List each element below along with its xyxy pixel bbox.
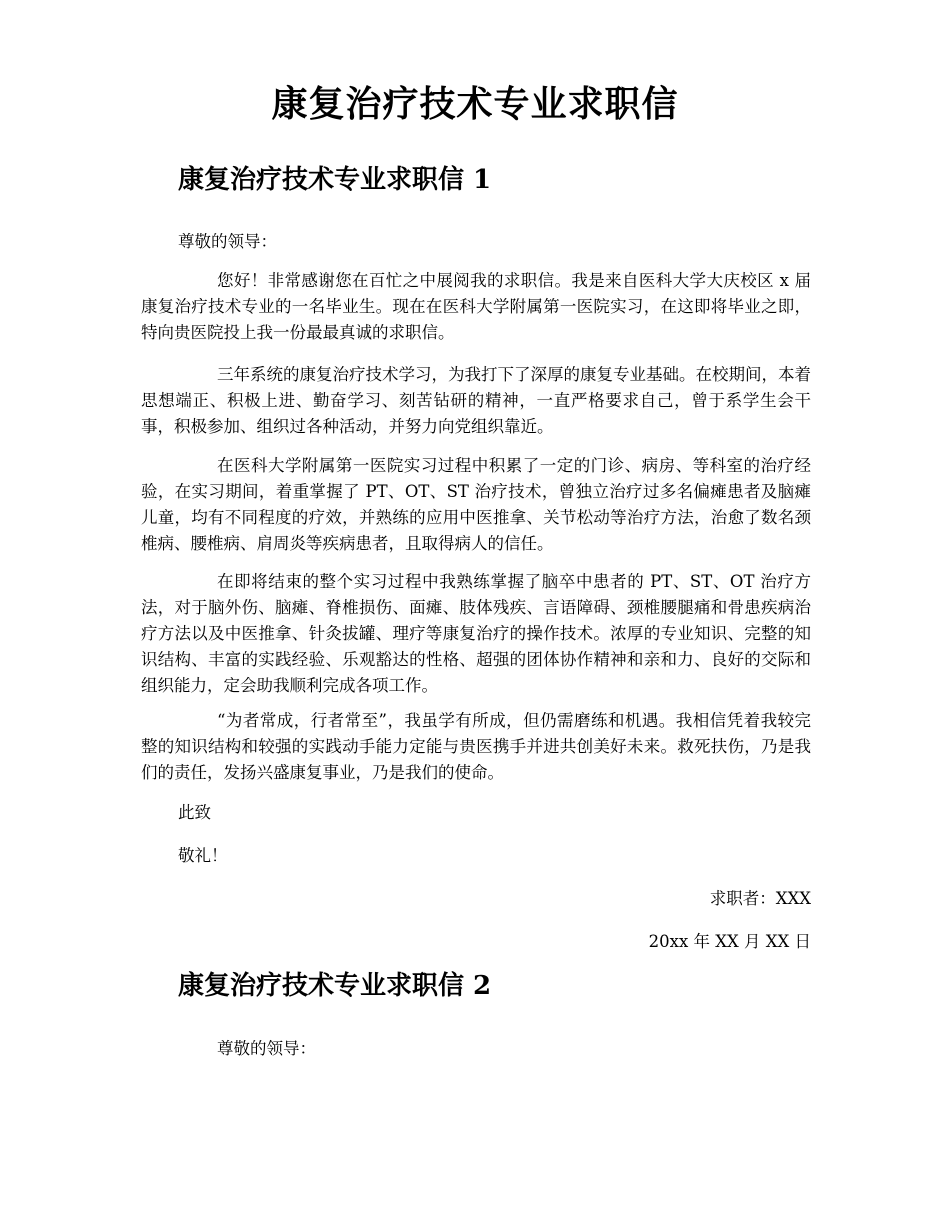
letter-1-paragraph-5: “为者常成，行者常至”，我虽学有所成，但仍需磨练和机遇。我相信凭着我较完整的知识结构和较强的实践动手能力定能与贵医携手并进共创美好未来。救死扶伤，乃是我们的责任，发扬兴盛康复事业，乃是我们的使命。	[141, 711, 811, 782]
letter-1-paragraph-2: 三年系统的康复治疗技术学习，为我打下了深厚的康复专业基础。在校期间，本着思想端正、积极上进、勤奋学习、刻苦钻研的精神，一直严格要求自己，曾于系学生会干事，积极参加、组织过各种活动，并努力向党组织靠近。	[141, 365, 811, 436]
letter-2-salutation: 尊敬的领导：	[217, 1039, 316, 1058]
letter-1-date: 20xx 年 XX 月 XX 日	[648, 932, 811, 951]
letter-1-closing-regards: 此致	[178, 803, 211, 822]
letter-1-paragraph-1: 您好！非常感谢您在百忙之中展阅我的求职信。我是来自医科大学大庆校区 x 届康复治疗技术专业的一名毕业生。现在在医科大学附属第一医院实习，在这即将毕业之即，特向贵医院投上我一份最最真诚的求职信。	[141, 271, 811, 342]
letter-1-signature: 求职者：XXX	[709, 889, 811, 908]
letter-1-salutation: 尊敬的领导：	[178, 232, 277, 251]
letter-1-paragraph-3: 在医科大学附属第一医院实习过程中积累了一定的门诊、病房、等科室的治疗经验，在实习期间，着重掌握了 PT、OT、ST 治疗技术，曾独立治疗过多名偏瘫患者及脑瘫儿童，均有不同程度的疗效，并熟练的应用中医推拿、关节松动等治疗方法，治愈了数名颈椎病、腰椎病、肩周炎等疾病患者，且取得病人的信任。	[141, 456, 811, 553]
letter-2-heading: 康复治疗技术专业求职信 2	[178, 971, 492, 1001]
document-title: 康复治疗技术专业求职信	[271, 83, 679, 125]
letter-1-closing-salute: 敬礼！	[178, 846, 228, 865]
letter-1-heading: 康复治疗技术专业求职信 1	[178, 165, 492, 195]
letter-1-paragraph-4: 在即将结束的整个实习过程中我熟练掌握了脑卒中患者的 PT、ST、OT 治疗方法，对于脑外伤、脑瘫、脊椎损伤、面瘫、肢体残疾、言语障碍、颈椎腰腿痛和骨患疾病治疗方法以及中医推拿、针灸拔罐、理疗等康复治疗的操作技术。浓厚的专业知识、完整的知识结构、丰富的实践经验、乐观豁达的性格、超强的团体协作精神和亲和力、良好的交际和组织能力，定会助我顺利完成各项工作。	[141, 572, 811, 695]
